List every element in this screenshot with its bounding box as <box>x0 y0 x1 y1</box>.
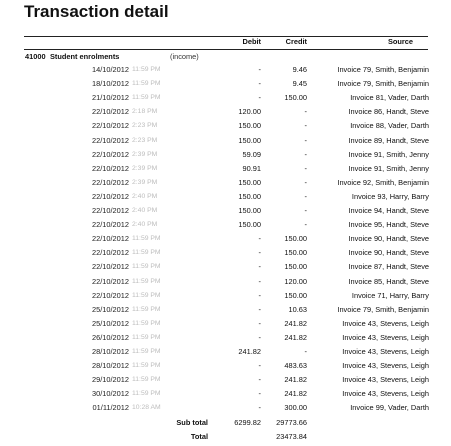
row-debit: 150.00 <box>238 220 261 230</box>
row-source: Invoice 71, Harry, Barry <box>351 290 429 300</box>
row-time: 2:39 PM <box>132 164 158 172</box>
row-date: 22/10/2012 <box>92 163 129 173</box>
row-date: 29/10/2012 <box>92 375 129 385</box>
source-column-header: Source <box>387 37 413 46</box>
row-time: 11:59 PM <box>132 66 161 73</box>
debit-column-header: Debit <box>242 37 261 46</box>
row-date: 01/11/2012 <box>92 403 129 413</box>
row-debit: 90.91 <box>242 163 261 173</box>
header-rule <box>24 36 428 37</box>
row-time: 11:59 PM <box>132 80 161 88</box>
row-debit: 241.82 <box>238 347 261 356</box>
row-date: 22/10/2012 <box>92 191 129 201</box>
row-debit: 150.00 <box>238 177 261 187</box>
row-source: Invoice 91, Smith, Jenny <box>348 149 429 159</box>
row-credit: - <box>304 121 307 131</box>
row-source: Invoice 88, Vader, Darth <box>350 121 429 131</box>
row-date: 25/10/2012 <box>92 304 129 314</box>
row-source: Invoice 94, Handt, Steve <box>348 206 429 215</box>
row-source: Invoice 95, Handt, Steve <box>348 220 429 230</box>
row-time: 11:59 PM <box>132 390 161 398</box>
row-date: 30/10/2012 <box>92 389 129 399</box>
row-time: 2:39 PM <box>132 178 158 186</box>
row-credit: 9.45 <box>292 79 307 89</box>
row-credit: - <box>304 149 307 159</box>
row-date: 22/10/2012 <box>92 220 129 230</box>
row-time: 11:59 PM <box>132 277 161 285</box>
row-credit: 241.82 <box>284 318 307 328</box>
row-time: 11:59 PM <box>132 333 161 341</box>
row-debit: 120.00 <box>238 107 261 117</box>
row-source: Invoice 43, Stevens, Leigh <box>342 318 429 328</box>
row-time: 11:59 PM <box>132 376 161 384</box>
row-credit: 150.00 <box>284 262 307 272</box>
row-time: 11:59 PM <box>132 263 161 271</box>
row-time: 11:59 PM <box>132 291 161 299</box>
row-debit: 150.00 <box>238 206 261 215</box>
row-date: 28/10/2012 <box>92 361 129 371</box>
row-debit: - <box>258 361 261 371</box>
row-date: 22/10/2012 <box>92 107 129 117</box>
row-time: 2:23 PM <box>132 136 158 144</box>
row-source: Invoice 43, Stevens, Leigh <box>342 332 429 342</box>
page-title: Transaction detail <box>24 2 169 21</box>
row-debit: - <box>258 248 261 258</box>
account-name: Student enrolments <box>50 52 120 61</box>
row-credit: - <box>304 220 307 230</box>
row-date: 22/10/2012 <box>92 206 129 215</box>
subtotal-debit: 6299.82 <box>234 418 261 427</box>
row-time: 11:59 PM <box>132 348 161 355</box>
row-credit: - <box>304 177 307 187</box>
row-source: Invoice 81, Vader, Darth <box>350 93 429 103</box>
row-credit: 241.82 <box>284 332 307 342</box>
row-debit: 150.00 <box>238 191 261 201</box>
row-time: 11:59 PM <box>132 235 161 243</box>
row-credit: 9.46 <box>292 65 307 74</box>
row-credit: 10.63 <box>288 304 307 314</box>
row-source: Invoice 87, Handt, Steve <box>348 262 429 272</box>
row-credit: - <box>304 107 307 117</box>
row-time: 2:39 PM <box>132 150 158 158</box>
row-debit: 150.00 <box>238 135 261 145</box>
row-credit: - <box>304 163 307 173</box>
total-label: Total <box>190 432 208 441</box>
row-date: 14/10/2012 <box>92 65 129 74</box>
row-debit: 150.00 <box>238 121 261 131</box>
row-credit: 300.00 <box>284 403 307 413</box>
row-credit: 120.00 <box>284 276 307 286</box>
row-source: Invoice 79, Smith, Benjamin <box>337 65 429 74</box>
row-credit: - <box>304 206 307 215</box>
row-debit: - <box>258 65 261 74</box>
row-credit: 241.82 <box>284 375 307 385</box>
row-date: 22/10/2012 <box>92 276 129 286</box>
row-date: 22/10/2012 <box>92 177 129 187</box>
account-code: 41000 <box>25 52 46 61</box>
row-date: 28/10/2012 <box>92 347 129 356</box>
total-credit: 23473.84 <box>276 432 307 441</box>
row-time: 10:28 AM <box>132 404 161 412</box>
row-debit: - <box>258 403 261 413</box>
row-time: 11:59 PM <box>132 362 161 370</box>
row-source: Invoice 85, Handt, Steve <box>348 276 429 286</box>
row-source: Invoice 92, Smith, Benjamin <box>337 177 429 187</box>
row-date: 22/10/2012 <box>92 234 129 244</box>
row-debit: - <box>258 290 261 300</box>
row-debit: - <box>258 304 261 314</box>
row-credit: - <box>304 135 307 145</box>
row-time: 2:40 PM <box>132 192 158 200</box>
subtotal-credit: 29773.66 <box>276 418 307 427</box>
row-credit: 150.00 <box>284 248 307 258</box>
row-date: 22/10/2012 <box>92 121 129 131</box>
row-date: 25/10/2012 <box>92 318 129 328</box>
row-source: Invoice 89, Handt, Steve <box>348 135 429 145</box>
row-time: 11:59 PM <box>132 305 161 313</box>
row-debit: - <box>258 375 261 385</box>
row-source: Invoice 79, Smith, Benjamin <box>337 79 429 89</box>
row-debit: - <box>258 79 261 89</box>
row-date: 22/10/2012 <box>92 149 129 159</box>
row-source: Invoice 43, Stevens, Leigh <box>342 361 429 371</box>
account-type: (income) <box>170 52 199 61</box>
row-time: 2:18 PM <box>132 108 158 116</box>
row-debit: - <box>258 389 261 399</box>
row-time: 11:59 PM <box>132 319 161 327</box>
row-source: Invoice 43, Stevens, Leigh <box>342 389 429 399</box>
row-source: Invoice 79, Smith, Benjamin <box>337 304 429 314</box>
row-source: Invoice 93, Harry, Barry <box>351 191 429 201</box>
row-date: 22/10/2012 <box>92 248 129 258</box>
row-date: 22/10/2012 <box>92 290 129 300</box>
row-credit: 241.82 <box>284 389 307 399</box>
row-credit: 150.00 <box>284 234 307 244</box>
row-credit: 150.00 <box>284 290 307 300</box>
row-time: 2:23 PM <box>132 122 158 130</box>
row-debit: - <box>258 276 261 286</box>
credit-column-header: Credit <box>285 37 307 46</box>
row-debit: - <box>258 332 261 342</box>
row-credit: 150.00 <box>284 93 307 103</box>
subtotal-label: Sub total <box>176 418 208 427</box>
row-date: 18/10/2012 <box>92 79 129 89</box>
row-credit: - <box>304 347 307 356</box>
row-credit: 483.63 <box>284 361 307 371</box>
row-time: 2:40 PM <box>132 221 158 229</box>
row-credit: - <box>304 191 307 201</box>
row-source: Invoice 90, Handt, Steve <box>348 248 429 258</box>
row-source: Invoice 43, Stevens, Leigh <box>342 375 429 385</box>
row-debit: - <box>258 262 261 272</box>
row-date: 22/10/2012 <box>92 262 129 272</box>
row-debit: - <box>258 234 261 244</box>
row-date: 21/10/2012 <box>92 93 129 103</box>
row-date: 22/10/2012 <box>92 135 129 145</box>
row-source: Invoice 91, Smith, Jenny <box>348 163 429 173</box>
row-debit: - <box>258 318 261 328</box>
row-source: Invoice 99, Vader, Darth <box>350 403 429 413</box>
row-source: Invoice 90, Handt, Steve <box>348 234 429 244</box>
row-time: 11:59 PM <box>132 94 161 102</box>
row-source: Invoice 43, Stevens, Leigh <box>342 347 429 356</box>
row-date: 26/10/2012 <box>92 332 129 342</box>
row-debit: - <box>258 93 261 103</box>
row-time: 2:40 PM <box>132 207 158 214</box>
row-debit: 59.09 <box>242 149 261 159</box>
row-time: 11:59 PM <box>132 249 161 257</box>
row-source: Invoice 86, Handt, Steve <box>348 107 429 117</box>
